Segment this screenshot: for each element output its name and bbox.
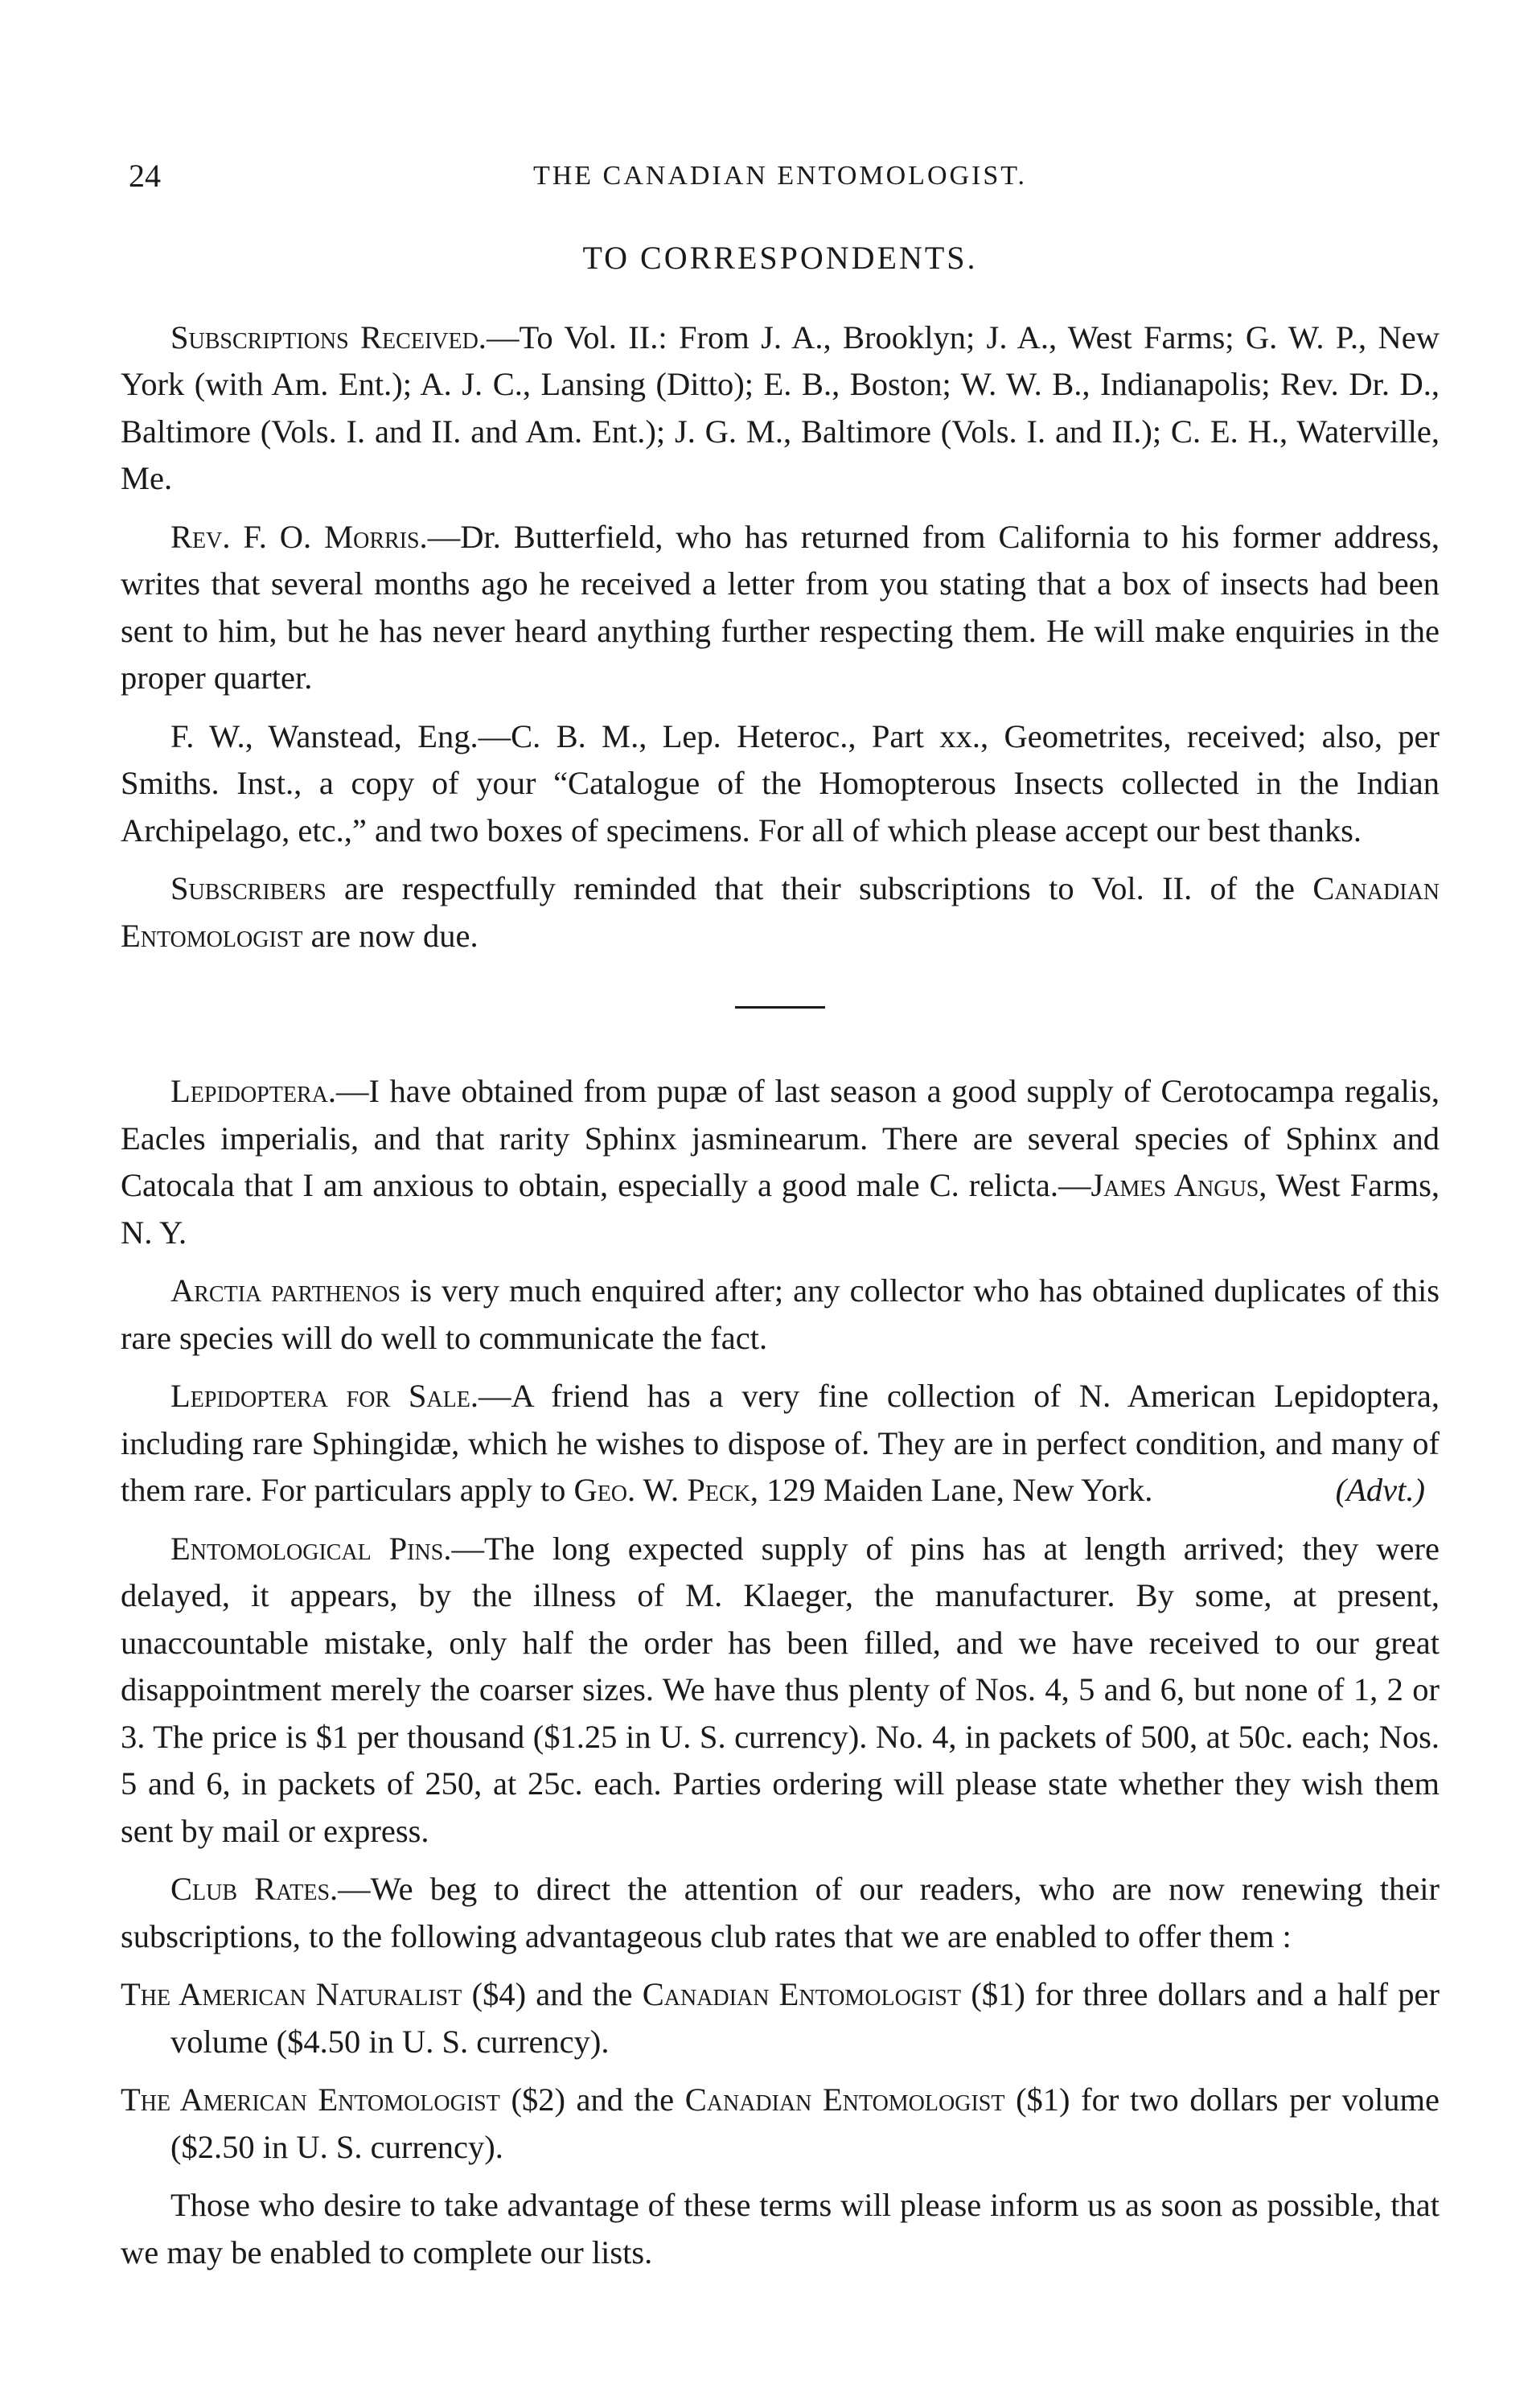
- arctia-paragraph: [121, 1268, 1440, 1362]
- section-title: TO CORRESPONDENTS.: [582, 240, 978, 276]
- closing-paragraph: Those who desire to take advantage of these terms will please inform us as soon as possible, that we may be enabled to complete our lists.: [121, 2187, 1440, 2270]
- rate-terms: ($1) for two dollars per volume ($2.50 in U. S. currency).: [170, 2081, 1440, 2165]
- arctia-heading: Arctia parthenos: [170, 1272, 400, 1309]
- running-header: [121, 153, 1440, 199]
- lepidoptera-paragraph: [121, 1068, 1440, 1256]
- subscriptions-heading: Subscriptions Received.: [170, 318, 487, 355]
- rate-terms: ($1) for three dollars and a half per volume ($4.50 in U. S. currency).: [170, 1976, 1440, 2060]
- club-rate-item: [121, 2077, 1440, 2171]
- subscriptions-paragraph: [121, 314, 1440, 503]
- subscribers-heading: Subscribers: [170, 870, 327, 906]
- morris-heading: Rev. F. O. Morris.: [170, 518, 428, 555]
- for-sale-text: —A friend has a very fine collection of N. American Lepidoptera, including rare Sphingidæ, which he wishes to dispose of. They are in perfect condition, and many of them rare. For particulars apply to: [121, 1378, 1440, 1508]
- club-rates-paragraph: [121, 1866, 1440, 1960]
- club-rates-heading: Club Rates.: [170, 1871, 339, 1907]
- for-sale-heading: Lepidoptera for Sale.: [170, 1378, 478, 1414]
- pins-paragraph: [121, 1526, 1440, 1855]
- journal-name: Canadian Entomologist: [121, 870, 1440, 954]
- for-sale-contact: Geo. W. Peck: [573, 1472, 750, 1508]
- subscriptions-text: —To Vol. II.: From J. A., Brooklyn; J. A., West Farms; G. W. P., New York (with Am. Ent.); A. J. C., Lansing (Ditto); E. B., Boston; W. W. B., Indianapolis; Rev. Dr. D., Baltimore (Vols. I. and II. and Am. Ent.); J. G. M., Baltimore (Vols. I. and II.); C. E. H., Waterville, Me.: [121, 318, 1440, 496]
- club-rate-item: [121, 1971, 1440, 2065]
- subscribers-paragraph: [121, 865, 1440, 960]
- for-sale-address: , 129 Maiden Lane, New York.: [750, 1472, 1153, 1508]
- pins-text: —The long expected supply of pins has at length arrived; they were delayed, it appears, by the illness of M. Klaeger, the manufacturer. By some, at present, unaccountable mistake, only half the order has been filled, and we have received to our great disappointment merely the coarser sizes. We have thus plenty of Nos. 4, 5 and 6, but none of 1, 2 or 3. The price is $1 per thousand ($1.25 in U. S. currency). No. 4, in packets of 500, at 50c. each; Nos. 5 and 6, in packets of 250, at 25c. each. Parties ordering will please state whether they wish them sent by mail or express.: [121, 1530, 1440, 1849]
- advertisement-mark: (Advt.): [1335, 1472, 1425, 1508]
- subscribers-text: are respectfully reminded that their subscriptions to Vol. II. of the: [326, 870, 1313, 906]
- lepidoptera-signature: James Angus: [1090, 1167, 1259, 1203]
- rate-journal: The American Naturalist: [121, 1976, 462, 2012]
- subscribers-end: are now due.: [302, 917, 478, 954]
- morris-paragraph: [121, 514, 1440, 702]
- pins-heading: Entomological Pins.: [170, 1530, 452, 1567]
- rate-journal: Canadian Entomologist: [684, 2081, 1005, 2118]
- rate-price: ($2) and the: [499, 2081, 685, 2118]
- page-number: 24: [129, 158, 161, 194]
- journal-title: THE CANADIAN ENTOMOLOGIST.: [532, 161, 1028, 191]
- lepidoptera-heading: Lepidoptera.: [170, 1073, 336, 1109]
- lepidoptera-text: —I have obtained from pupæ of last season a good supply of Cerotocampa regalis, Eacles imperialis, and that rarity Sphinx jasminearum. There are several species of Sphinx and Catocala that I am anxious to obtain, especially a good male C. relicta.—: [121, 1073, 1440, 1203]
- for-sale-paragraph: [121, 1373, 1440, 1514]
- lepidoptera-location: , West Farms, N. Y.: [121, 1167, 1440, 1251]
- document-page: [121, 153, 1440, 2287]
- rate-journal: Canadian Entomologist: [642, 1976, 962, 2012]
- rate-journal: The American Entomologist: [121, 2081, 500, 2118]
- club-rates-text: —We beg to direct the attention of our readers, who are now renewing their subscriptions, to the following advantageous club rates that we are enabled to offer them :: [121, 1871, 1440, 1954]
- section-divider: [735, 1006, 825, 1009]
- arctia-text: is very much enquired after; any collector who has obtained duplicates of this rare species will do well to communicate the fact.: [121, 1272, 1440, 1356]
- morris-text: —Dr. Butterfield, who has returned from California to his former address, writes that several months ago he received a letter from you stating that a box of insects had been sent to him, but he has never heard anything further respecting them. He will make enquiries in the proper quarter.: [121, 518, 1440, 696]
- rate-price: ($4) and the: [462, 1976, 643, 2012]
- wanstead-paragraph: F. W., Wanstead, Eng.—C. B. M., Lep. Heteroc., Part xx., Geometrites, received; also, per Smiths. Inst., a copy of your “Catalogue of the Homopterous Insects collected in the Indian Archipelago, etc.,” and two boxes of specimens. For all of which please accept our best thanks.: [121, 717, 1440, 849]
